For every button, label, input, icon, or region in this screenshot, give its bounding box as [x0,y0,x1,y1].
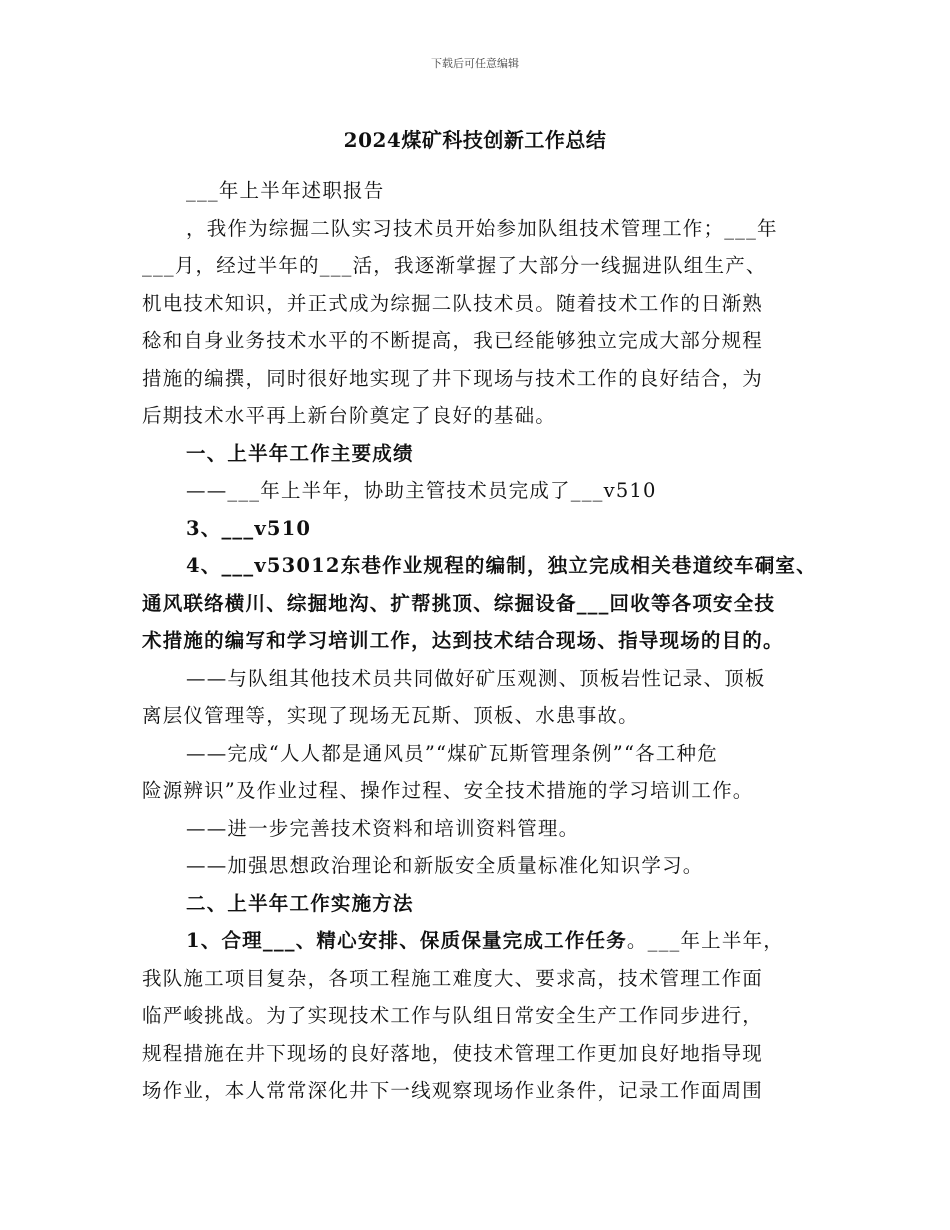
paragraph-line: 术措施的编写和学习培训工作，达到技术结合现场、指导现场的目的。 [142,629,784,652]
paragraph-line: ——与队组其他技术员共同做好矿压观测、顶板岩性记录、顶板 [186,666,766,690]
paragraph-line: ——完成“人人都是通风员”“煤矿瓦斯管理条例”“各工种危 [186,741,718,765]
paragraph-line: 离层仪管理等，实现了现场无瓦斯、顶板、水患事故。 [142,704,639,727]
list-item: 3、___v510 [186,516,312,540]
paragraph-line: 场作业，本人常常深化井下一线观察现场作业条件，记录工作面周围 [142,1079,764,1102]
paragraph-line: ——___年上半年，协助主管技术员完成了___v510 [186,479,657,502]
list-item-rest: 。___年上半年， [626,929,784,952]
list-item-lead: 1、合理___、精心安排、保质保量完成工作任务 [186,929,627,952]
paragraph-line: ___年上半年述职报告 [186,179,385,202]
paragraph-line: 临严峻挑战。为了实现技术工作与队组日常安全生产工作同步进行， [142,1004,764,1027]
document-title: 2024煤矿科技创新工作总结 [343,128,607,152]
paragraph-line: 规程措施在井下现场的良好落地，使技术管理工作更加良好地指导现 [142,1041,764,1065]
page-header-note: 下载后可任意编辑 [431,57,519,70]
paragraph-line: 险源辨识”及作业过程、操作过程、安全技术措施的学习培训工作。 [142,779,754,802]
paragraph-line: ——加强思想政治理论和新版安全质量标准化知识学习。 [186,854,704,877]
section-heading: 一、上半年工作主要成绩 [186,441,414,465]
list-item: 4、___v53012东巷作业规程的编制，独立完成相关巷道绞车硐室、 [186,554,817,577]
paragraph-line: 措施的编撰，同时很好地实现了井下现场与技术工作的良好结合，为 [142,366,764,390]
paragraph-line: ___月，经过半年的___活，我逐渐掌握了大部分一线掘进队组生产、 [142,254,767,277]
paragraph-line: 机电技术知识，并正式成为综掘二队技术员。随着技术工作的日渐熟 [142,291,764,315]
paragraph-line: 稔和自身业务技术水平的不断提高，我已经能够独立完成大部分规程 [142,329,764,352]
paragraph-line: 通风联络横川、综掘地沟、扩帮挑顶、综掘设备___回收等各项安全技 [142,591,776,615]
paragraph-line: 后期技术水平再上新台阶奠定了良好的基础。 [142,404,557,427]
paragraph-line: ——进一步完善技术资料和培训资料管理。 [186,816,580,840]
list-item [142,922,822,960]
document-body [142,172,822,1110]
paragraph-line: 我队施工项目复杂，各项工程施工难度大、要求高，技术管理工作面 [142,966,764,990]
section-heading: 二、上半年工作实施方法 [186,891,414,915]
paragraph-line: ，我作为综掘二队实习技术员开始参加队组技术管理工作；___年 [186,216,778,240]
